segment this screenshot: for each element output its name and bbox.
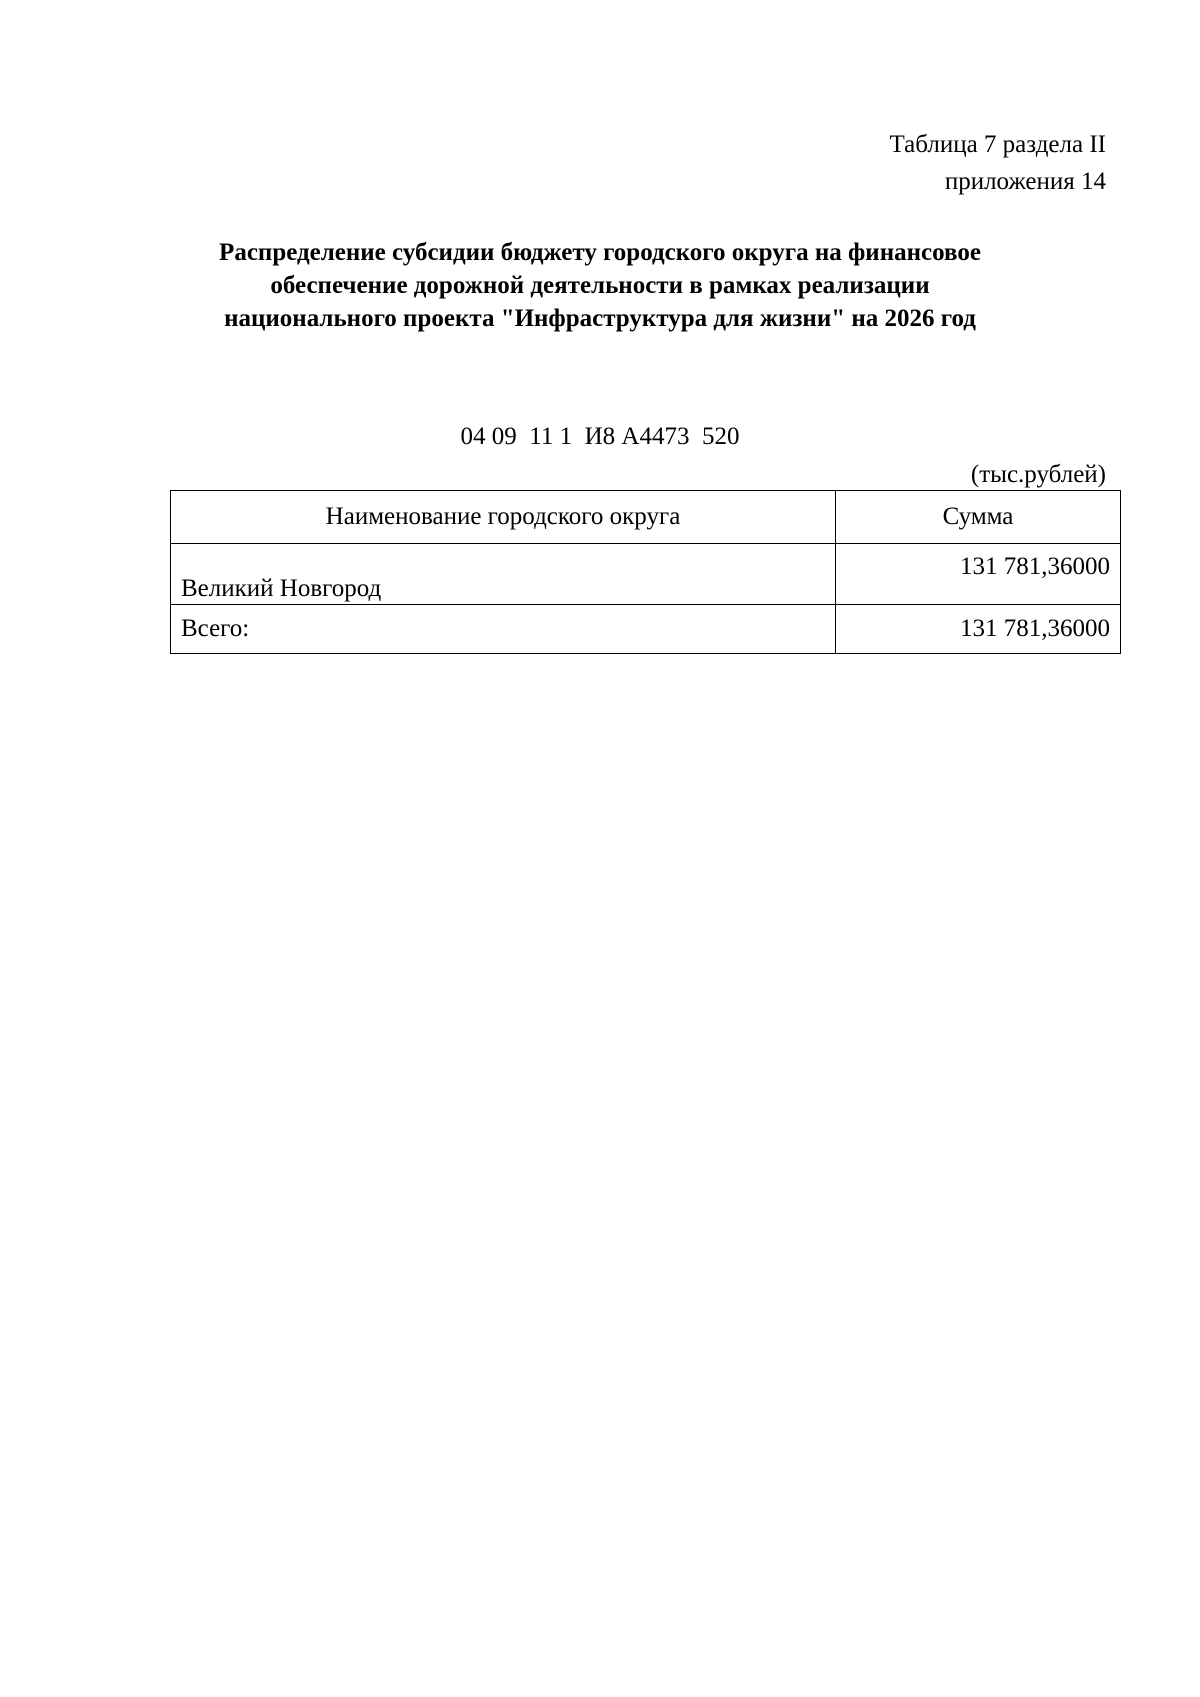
column-header-sum: Сумма bbox=[836, 491, 1121, 544]
document-title bbox=[150, 236, 1050, 335]
total-label-cell: Всего: bbox=[171, 605, 836, 654]
row-name-cell: Великий Новгород bbox=[171, 544, 836, 605]
title-line2: обеспечение дорожной деятельности в рамках реализации bbox=[270, 272, 930, 299]
table-row bbox=[171, 544, 1121, 605]
table-reference-line1: Таблица 7 раздела II bbox=[889, 131, 1106, 158]
title-line3: национального проекта "Инфраструктура для жизни" на 2026 год bbox=[224, 305, 976, 332]
row-sum-cell: 131 781,36000 bbox=[836, 544, 1121, 605]
table-header-row bbox=[171, 491, 1121, 544]
unit-label: (тыс.рублей) bbox=[970, 461, 1106, 488]
budget-classification-code: 04 09 11 1 И8 А4473 520 bbox=[460, 423, 740, 450]
distribution-table bbox=[170, 490, 1121, 654]
table-total-row bbox=[171, 605, 1121, 654]
table-reference-line2: приложения 14 bbox=[944, 168, 1106, 195]
column-header-name: Наименование городского округа bbox=[171, 491, 836, 544]
title-line1: Распределение субсидии бюджету городского округа на финансовое bbox=[219, 239, 981, 266]
total-sum-cell: 131 781,36000 bbox=[836, 605, 1121, 654]
table-reference bbox=[890, 126, 1106, 200]
